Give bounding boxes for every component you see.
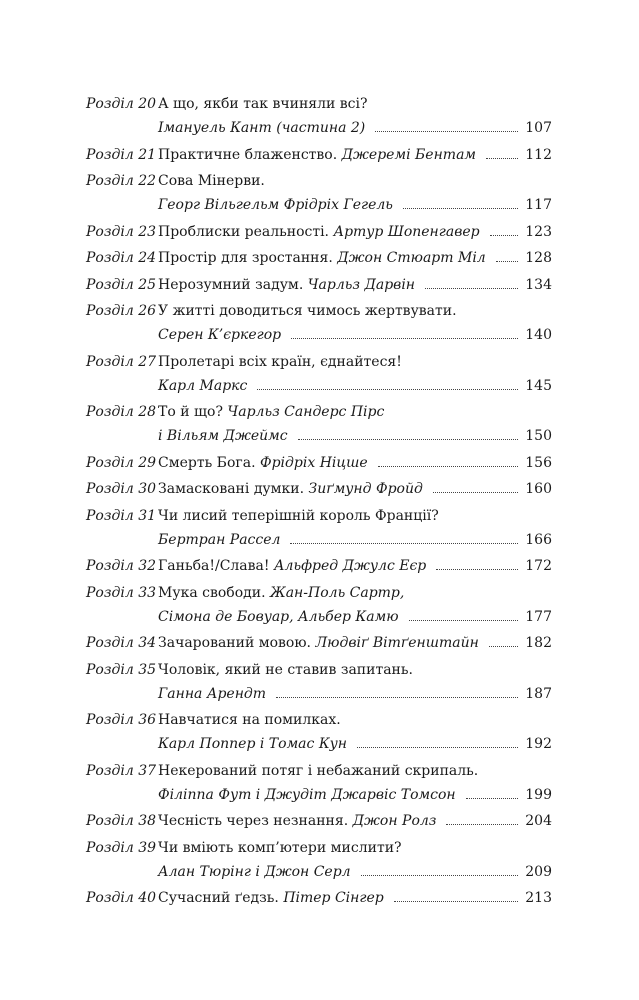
toc-line bbox=[0, 809, 639, 833]
author-name: Джон Ролз bbox=[352, 813, 437, 829]
dot-leader bbox=[446, 824, 518, 825]
chapter-label: Розділ 30 bbox=[86, 481, 157, 497]
title-text: Смерть Бога. bbox=[158, 454, 260, 471]
chapter-label: Розділ 24 bbox=[86, 250, 157, 266]
toc-line bbox=[0, 836, 639, 860]
toc-entry[interactable] bbox=[0, 809, 639, 833]
toc-line bbox=[0, 860, 639, 884]
toc-line bbox=[0, 246, 639, 270]
toc-entry[interactable] bbox=[0, 504, 639, 552]
chapter-title bbox=[158, 424, 288, 448]
chapter-title bbox=[158, 732, 347, 756]
chapter-title bbox=[158, 350, 402, 374]
chapter-title bbox=[158, 246, 486, 270]
toc-entry[interactable] bbox=[0, 708, 639, 756]
chapter-label: Розділ 27 bbox=[86, 353, 157, 370]
author-name: Зиґмунд Фройд bbox=[308, 481, 423, 497]
author-name: Артур Шопенгавер bbox=[333, 223, 480, 240]
chapter-title bbox=[158, 273, 415, 297]
page-number: 160 bbox=[525, 481, 552, 497]
title-text: Чи вміють комп’ютери мислити? bbox=[158, 839, 402, 856]
toc-entry[interactable] bbox=[0, 92, 639, 140]
dot-leader bbox=[291, 338, 518, 339]
table-of-contents bbox=[0, 92, 639, 913]
chapter-label: Розділ 34 bbox=[86, 635, 157, 651]
dot-leader bbox=[375, 131, 518, 132]
toc-line bbox=[0, 477, 639, 501]
toc-entry[interactable] bbox=[0, 581, 639, 629]
chapter-label: Розділ 29 bbox=[86, 454, 157, 471]
chapter-label: Розділ 25 bbox=[86, 276, 157, 293]
chapter-title bbox=[158, 836, 402, 860]
dot-leader bbox=[361, 875, 518, 876]
author-name: Бертран Рассел bbox=[158, 531, 281, 548]
toc-line bbox=[0, 116, 639, 140]
title-text: То й що? bbox=[158, 404, 228, 420]
author-name: Фрідріх Ніцше bbox=[259, 454, 368, 471]
page-number: 204 bbox=[525, 813, 552, 829]
chapter-title bbox=[158, 169, 265, 193]
chapter-title bbox=[158, 631, 479, 655]
toc-line bbox=[0, 323, 639, 347]
page-number: 112 bbox=[525, 146, 552, 163]
author-name: Людвіґ Вітґенштайн bbox=[315, 635, 479, 651]
dot-leader bbox=[489, 646, 518, 647]
dot-leader bbox=[496, 261, 518, 262]
chapter-title bbox=[158, 783, 456, 807]
chapter-title bbox=[158, 400, 384, 424]
title-text: Пролетарі всіх країн, єднайтеся! bbox=[158, 353, 402, 370]
author-name: Чарльз Дарвін bbox=[307, 276, 416, 293]
toc-entry[interactable] bbox=[0, 350, 639, 398]
toc-line bbox=[0, 554, 639, 578]
chapter-label: Розділ 21 bbox=[86, 146, 157, 163]
chapter-label: Розділ 39 bbox=[86, 839, 157, 856]
page-number: 140 bbox=[525, 327, 552, 343]
dot-leader bbox=[276, 697, 518, 698]
chapter-title bbox=[158, 809, 436, 833]
dot-leader bbox=[466, 798, 518, 799]
toc-entry[interactable] bbox=[0, 631, 639, 655]
toc-entry[interactable] bbox=[0, 400, 639, 448]
chapter-title bbox=[158, 759, 478, 783]
author-name: Пітер Сінгер bbox=[283, 890, 384, 906]
title-text: Чесність через незнання. bbox=[158, 813, 353, 829]
toc-entry[interactable] bbox=[0, 886, 639, 910]
chapter-label: Розділ 23 bbox=[86, 223, 157, 240]
toc-line bbox=[0, 143, 639, 167]
chapter-label: Розділ 20 bbox=[86, 96, 157, 112]
toc-line bbox=[0, 504, 639, 528]
chapter-title bbox=[158, 374, 247, 398]
author-name: Карл Поппер і Томас Кун bbox=[158, 736, 347, 752]
toc-line bbox=[0, 424, 639, 448]
title-text: Зачарований мовою. bbox=[158, 635, 316, 651]
toc-line bbox=[0, 299, 639, 323]
page-number: 145 bbox=[525, 377, 552, 394]
toc-entry[interactable] bbox=[0, 299, 639, 347]
title-text: Замасковані думки. bbox=[158, 481, 309, 497]
page-number: 107 bbox=[525, 120, 552, 136]
title-text: Чи лисий теперішній король Франції? bbox=[158, 507, 439, 524]
page-number: 199 bbox=[525, 786, 552, 803]
author-name: Карл Маркс bbox=[158, 377, 248, 394]
chapter-title bbox=[158, 116, 365, 140]
toc-line bbox=[0, 193, 639, 217]
toc-entry[interactable] bbox=[0, 836, 639, 884]
author-name: Жан-Поль Сартр, bbox=[269, 584, 405, 601]
chapter-label: Розділ 37 bbox=[86, 762, 157, 779]
chapter-title bbox=[158, 528, 280, 552]
title-text: Нерозумний задум. bbox=[158, 276, 308, 293]
chapter-label: Розділ 22 bbox=[86, 173, 157, 189]
toc-line bbox=[0, 886, 639, 910]
page-number: 177 bbox=[525, 608, 552, 625]
dot-leader bbox=[433, 492, 518, 493]
title-text: Сучасний ґедзь. bbox=[158, 890, 284, 906]
dot-leader bbox=[490, 235, 518, 236]
toc-line bbox=[0, 732, 639, 756]
toc-entry[interactable] bbox=[0, 554, 639, 578]
page-number: 209 bbox=[525, 863, 552, 880]
chapter-title bbox=[158, 92, 368, 116]
page-number: 192 bbox=[525, 736, 552, 752]
dot-leader bbox=[403, 208, 518, 209]
title-text: Ганьба!/Слава! bbox=[158, 558, 274, 574]
chapter-title bbox=[158, 143, 476, 167]
page-number: 187 bbox=[525, 685, 552, 702]
chapter-title bbox=[158, 193, 393, 217]
toc-line bbox=[0, 658, 639, 682]
chapter-title bbox=[158, 299, 457, 323]
title-text: А що, якби так вчиняли всі? bbox=[158, 96, 368, 112]
chapter-label: Розділ 26 bbox=[86, 303, 157, 319]
toc-line bbox=[0, 605, 639, 629]
author-name: Імануель Кант (частина 2) bbox=[158, 120, 366, 136]
chapter-label: Розділ 38 bbox=[86, 813, 157, 829]
author-name: Філіппа Фут і Джудіт Джарвіс Томсон bbox=[158, 786, 456, 803]
chapter-title bbox=[158, 682, 266, 706]
page-number: 172 bbox=[525, 558, 552, 574]
page-number: 123 bbox=[525, 223, 552, 240]
toc-entry[interactable] bbox=[0, 759, 639, 807]
chapter-title bbox=[158, 708, 341, 732]
chapter-label: Розділ 31 bbox=[86, 507, 157, 524]
dot-leader bbox=[486, 158, 518, 159]
dot-leader bbox=[257, 389, 518, 390]
chapter-title bbox=[158, 477, 423, 501]
dot-leader bbox=[290, 543, 518, 544]
title-text: Проблиски реальності. bbox=[158, 223, 334, 240]
dot-leader bbox=[409, 620, 518, 621]
dot-leader bbox=[357, 747, 518, 748]
chapter-title bbox=[158, 451, 368, 475]
chapter-label: Розділ 33 bbox=[86, 584, 157, 601]
title-text: Некерований потяг і небажаний скрипаль. bbox=[158, 762, 479, 779]
author-name: Сімона де Бовуар, Альбер Камю bbox=[158, 608, 399, 625]
toc-line bbox=[0, 273, 639, 297]
chapter-label: Розділ 40 bbox=[86, 890, 157, 906]
chapter-title bbox=[158, 220, 480, 244]
chapter-title bbox=[158, 658, 413, 682]
page-number: 182 bbox=[525, 635, 552, 651]
title-text: У житті доводиться чимось жертвувати. bbox=[158, 303, 457, 319]
toc-line bbox=[0, 581, 639, 605]
dot-leader bbox=[436, 569, 518, 570]
title-text: Практичне блаженство. bbox=[158, 146, 342, 163]
toc-entry[interactable] bbox=[0, 246, 639, 270]
toc-entry[interactable] bbox=[0, 477, 639, 501]
toc-line bbox=[0, 400, 639, 424]
chapter-title bbox=[158, 554, 426, 578]
chapter-title bbox=[158, 323, 281, 347]
dot-leader bbox=[425, 288, 518, 289]
author-name: Джон Стюарт Міл bbox=[337, 250, 486, 266]
toc-entry[interactable] bbox=[0, 451, 639, 475]
toc-entry[interactable] bbox=[0, 658, 639, 706]
chapter-title bbox=[158, 605, 399, 629]
toc-line bbox=[0, 451, 639, 475]
chapter-label: Розділ 36 bbox=[86, 712, 157, 728]
page-number: 150 bbox=[525, 428, 552, 444]
author-name: Алан Тюрінг і Джон Серл bbox=[158, 863, 351, 880]
toc-line bbox=[0, 528, 639, 552]
title-text: Сова Мінерви. bbox=[158, 173, 265, 189]
toc-line bbox=[0, 759, 639, 783]
toc-entry[interactable] bbox=[0, 220, 639, 244]
toc-line bbox=[0, 682, 639, 706]
page-number: 117 bbox=[525, 197, 552, 213]
author-name: Джеремі Бентам bbox=[341, 146, 477, 163]
author-name: Серен К’єркегор bbox=[158, 327, 282, 343]
page-number: 156 bbox=[525, 454, 552, 471]
chapter-label: Розділ 28 bbox=[86, 404, 157, 420]
author-name: Альфред Джулс Еєр bbox=[273, 558, 427, 574]
title-text: Мука свободи. bbox=[158, 584, 270, 601]
chapter-label: Розділ 32 bbox=[86, 558, 157, 574]
chapter-title bbox=[158, 860, 351, 884]
chapter-title bbox=[158, 886, 384, 910]
page-number: 134 bbox=[525, 276, 552, 293]
title-text: Навчатися на помилках. bbox=[158, 712, 341, 728]
toc-line bbox=[0, 374, 639, 398]
toc-entry[interactable] bbox=[0, 273, 639, 297]
title-text: Простір для зростання. bbox=[158, 250, 338, 266]
author-name: і Вільям Джеймс bbox=[158, 428, 288, 444]
toc-line bbox=[0, 708, 639, 732]
chapter-label: Розділ 35 bbox=[86, 661, 157, 678]
toc-line bbox=[0, 631, 639, 655]
toc-entry[interactable] bbox=[0, 169, 639, 217]
chapter-title bbox=[158, 581, 404, 605]
toc-line bbox=[0, 169, 639, 193]
toc-entry[interactable] bbox=[0, 143, 639, 167]
page-number: 213 bbox=[525, 890, 552, 906]
title-text: Чоловік, який не ставив запитань. bbox=[158, 661, 413, 678]
dot-leader bbox=[298, 439, 518, 440]
toc-line bbox=[0, 220, 639, 244]
dot-leader bbox=[394, 901, 518, 902]
author-name: Георг Вільгельм Фрідріх Гегель bbox=[158, 197, 393, 213]
toc-line bbox=[0, 350, 639, 374]
toc-line bbox=[0, 783, 639, 807]
page-number: 128 bbox=[525, 250, 552, 266]
chapter-title bbox=[158, 504, 439, 528]
toc-line bbox=[0, 92, 639, 116]
author-name: Ганна Арендт bbox=[158, 685, 267, 702]
author-name: Чарльз Сандерс Пірс bbox=[227, 404, 385, 420]
dot-leader bbox=[378, 466, 518, 467]
page-number: 166 bbox=[525, 531, 552, 548]
